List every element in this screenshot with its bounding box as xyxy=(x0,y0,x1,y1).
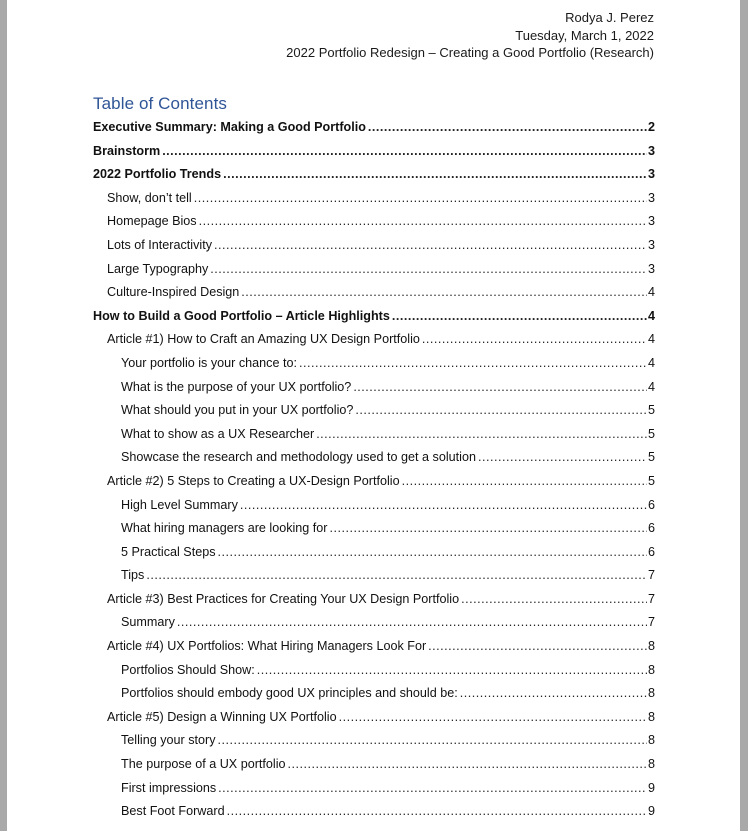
toc-dot-leader xyxy=(460,682,647,706)
toc-entry[interactable] xyxy=(93,800,655,824)
table-of-contents xyxy=(93,116,655,824)
toc-dot-leader xyxy=(316,423,647,447)
toc-dot-leader xyxy=(339,706,647,730)
toc-entry-label[interactable]: Summary xyxy=(121,615,175,630)
toc-entry-page-number[interactable]: 5 xyxy=(647,450,655,465)
toc-entry[interactable] xyxy=(93,517,655,541)
toc-entry-page-number[interactable]: 5 xyxy=(647,426,655,441)
toc-dot-leader xyxy=(146,564,647,588)
toc-entry-page-number[interactable]: 6 xyxy=(647,497,655,512)
toc-entry-page-number[interactable]: 8 xyxy=(647,733,655,748)
toc-entry-label[interactable]: Best Foot Forward xyxy=(121,804,225,819)
toc-entry-label[interactable]: Portfolios should embody good UX principles and should be: xyxy=(121,686,458,701)
toc-entry[interactable] xyxy=(93,682,655,706)
toc-entry-page-number[interactable]: 3 xyxy=(647,261,655,276)
toc-entry-label[interactable]: Executive Summary: Making a Good Portfolio xyxy=(93,120,366,134)
toc-dot-leader xyxy=(214,234,647,258)
toc-dot-leader xyxy=(402,470,647,494)
toc-entry-page-number[interactable]: 6 xyxy=(647,544,655,559)
toc-entry-label[interactable]: 2022 Portfolio Trends xyxy=(93,167,222,182)
toc-entry-page-number[interactable]: 7 xyxy=(647,591,655,606)
toc-entry[interactable] xyxy=(93,210,655,234)
toc-dot-leader xyxy=(422,328,647,352)
toc-entry[interactable] xyxy=(93,352,655,376)
document-page xyxy=(7,0,740,831)
toc-dot-leader xyxy=(218,729,647,753)
toc-entry[interactable] xyxy=(93,777,655,801)
toc-entry-page-number[interactable]: 2 xyxy=(647,120,655,134)
toc-entry-label[interactable]: Article #2) 5 Steps to Creating a UX-Design Portfolio xyxy=(107,473,400,488)
toc-entry[interactable] xyxy=(93,541,655,565)
toc-entry[interactable] xyxy=(93,140,655,164)
toc-entry-label[interactable]: Article #3) Best Practices for Creating Your UX Design Portfolio xyxy=(107,591,460,606)
toc-dot-leader xyxy=(330,517,647,541)
toc-entry[interactable] xyxy=(93,423,655,447)
toc-dot-leader xyxy=(368,116,647,140)
toc-entry[interactable] xyxy=(93,446,655,470)
toc-entry[interactable] xyxy=(93,611,655,635)
toc-entry[interactable] xyxy=(93,494,655,518)
window-frame-right xyxy=(740,0,748,831)
toc-dot-leader xyxy=(223,163,647,187)
toc-entry-page-number[interactable]: 8 xyxy=(647,686,655,701)
toc-entry-label[interactable]: What hiring managers are looking for xyxy=(121,521,328,536)
toc-entry-label[interactable]: Lots of Interactivity xyxy=(107,237,212,252)
toc-entry-page-number[interactable]: 3 xyxy=(647,143,655,158)
toc-entry-page-number[interactable]: 5 xyxy=(647,473,655,488)
toc-dot-leader xyxy=(353,376,647,400)
toc-entry-label[interactable]: What is the purpose of your UX portfolio? xyxy=(121,379,352,394)
toc-entry-page-number[interactable]: 8 xyxy=(647,662,655,677)
toc-entry-page-number[interactable]: 8 xyxy=(647,639,655,654)
toc-entry-label[interactable]: Large Typography xyxy=(107,261,209,276)
toc-entry-label[interactable]: Show, don’t tell xyxy=(107,190,192,205)
toc-dot-leader xyxy=(355,399,647,423)
toc-entry-page-number[interactable]: 4 xyxy=(647,285,655,300)
toc-entry[interactable] xyxy=(93,376,655,400)
header-date: Tuesday, March 1, 2022 xyxy=(515,27,654,43)
toc-entry[interactable] xyxy=(93,753,655,777)
toc-entry-page-number[interactable]: 4 xyxy=(647,355,655,370)
toc-entry-page-number[interactable]: 7 xyxy=(647,615,655,630)
toc-entry-label[interactable]: Your portfolio is your chance to: xyxy=(121,355,297,370)
toc-entry-page-number[interactable]: 7 xyxy=(647,568,655,583)
header-author: Rodya J. Perez xyxy=(565,10,654,25)
toc-entry-page-number[interactable]: 9 xyxy=(647,804,655,819)
toc-entry[interactable] xyxy=(93,564,655,588)
toc-entry-page-number[interactable]: 5 xyxy=(647,403,655,418)
toc-dot-leader xyxy=(240,494,647,518)
toc-entry-label[interactable]: Telling your story xyxy=(121,733,216,748)
toc-entry-label[interactable]: Article #5) Design a Winning UX Portfolio xyxy=(107,709,337,724)
toc-entry-page-number[interactable]: 4 xyxy=(647,332,655,347)
toc-entry[interactable] xyxy=(93,116,655,140)
header-subject: 2022 Portfolio Redesign – Creating a Good Portfolio (Research) xyxy=(286,45,654,60)
toc-entry[interactable] xyxy=(93,234,655,258)
toc-entry-page-number[interactable]: 8 xyxy=(647,709,655,724)
toc-entry-page-number[interactable]: 4 xyxy=(647,379,655,394)
toc-dot-leader xyxy=(392,305,647,329)
window-frame-left xyxy=(0,0,7,831)
toc-entry-label[interactable]: The purpose of a UX portfolio xyxy=(121,757,286,772)
toc-dot-leader xyxy=(218,541,647,565)
toc-entry[interactable] xyxy=(93,305,655,329)
toc-entry-label[interactable]: Brainstorm xyxy=(93,143,161,158)
toc-entry-page-number[interactable]: 6 xyxy=(647,521,655,536)
toc-entry[interactable] xyxy=(93,399,655,423)
toc-entry-page-number[interactable]: 3 xyxy=(647,214,655,229)
toc-entry-page-number[interactable]: 8 xyxy=(647,757,655,772)
toc-entry[interactable] xyxy=(93,258,655,282)
toc-title: Table of Contents xyxy=(93,94,228,113)
toc-entry[interactable] xyxy=(93,659,655,683)
toc-entry[interactable] xyxy=(93,328,655,352)
toc-dot-leader xyxy=(461,588,647,612)
toc-dot-leader xyxy=(241,281,647,305)
toc-entry[interactable] xyxy=(93,281,655,305)
toc-dot-leader xyxy=(428,635,647,659)
toc-entry[interactable] xyxy=(93,729,655,753)
toc-entry-label[interactable]: What to show as a UX Researcher xyxy=(121,426,315,441)
toc-entry[interactable] xyxy=(93,588,655,612)
toc-entry-page-number[interactable]: 3 xyxy=(647,167,655,182)
toc-entry-label[interactable]: Portfolios Should Show: xyxy=(121,662,255,677)
toc-entry-label[interactable]: Article #4) UX Portfolios: What Hiring Managers Look For xyxy=(107,639,427,654)
toc-entry[interactable] xyxy=(93,187,655,211)
toc-entry-label[interactable]: High Level Summary xyxy=(121,497,238,512)
toc-entry-label[interactable]: Homepage Bios xyxy=(107,214,197,229)
toc-dot-leader xyxy=(288,753,647,777)
toc-entry-page-number[interactable]: 4 xyxy=(647,308,655,323)
toc-entry-label[interactable]: Culture-Inspired Design xyxy=(107,285,240,300)
toc-entry-page-number[interactable]: 3 xyxy=(647,237,655,252)
toc-dot-leader xyxy=(257,659,647,683)
toc-dot-leader xyxy=(194,187,647,211)
toc-entry-page-number[interactable]: 9 xyxy=(647,780,655,795)
toc-entry-label[interactable]: Article #1) How to Craft an Amazing UX Design Portfolio xyxy=(107,332,420,347)
toc-dot-leader xyxy=(210,258,647,282)
toc-entry[interactable] xyxy=(93,163,655,187)
document-header xyxy=(286,9,654,62)
toc-entry-label[interactable]: Tips xyxy=(121,568,145,583)
toc-entry-label[interactable]: First impressions xyxy=(121,780,217,795)
toc-entry[interactable] xyxy=(93,635,655,659)
toc-dot-leader xyxy=(162,140,647,164)
toc-dot-leader xyxy=(218,777,647,801)
toc-entry-label[interactable]: What should you put in your UX portfolio? xyxy=(121,403,354,418)
toc-entry-page-number[interactable]: 3 xyxy=(647,190,655,205)
toc-entry-label[interactable]: Showcase the research and methodology used to get a solution xyxy=(121,450,476,465)
toc-dot-leader xyxy=(478,446,647,470)
toc-dot-leader xyxy=(199,210,647,234)
toc-dot-leader xyxy=(227,800,647,824)
toc-dot-leader xyxy=(299,352,647,376)
toc-entry[interactable] xyxy=(93,706,655,730)
toc-dot-leader xyxy=(177,611,647,635)
toc-entry-label[interactable]: How to Build a Good Portfolio – Article Highlights xyxy=(93,308,390,323)
toc-entry[interactable] xyxy=(93,470,655,494)
toc-entry-label[interactable]: 5 Practical Steps xyxy=(121,544,216,559)
